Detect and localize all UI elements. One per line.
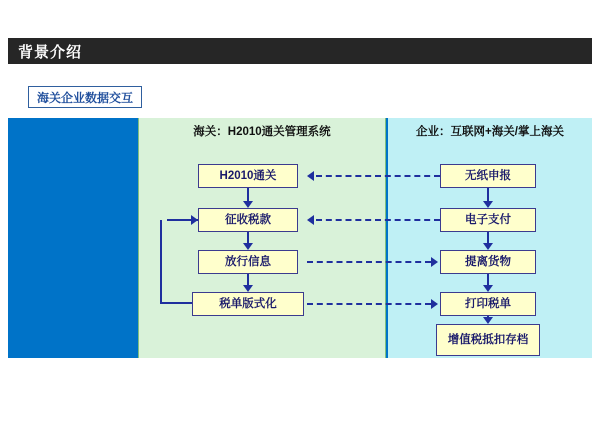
connector-loop-bottom <box>160 302 192 304</box>
arrowhead-loop-to-levy <box>191 215 198 225</box>
connector-release-to-billformat <box>247 274 249 285</box>
connector-pickup-to-print <box>487 274 489 285</box>
node-vat-deduction-archive-label: 增值税抵扣存档 <box>447 333 529 346</box>
node-h2010-clearance-label: H2010通关 <box>219 169 277 182</box>
node-levy-tax-label: 征收税款 <box>225 213 271 226</box>
arrowhead-levy-to-release <box>243 243 253 250</box>
subheading-chip <box>28 86 142 108</box>
node-release-info-label: 放行信息 <box>225 255 271 268</box>
slide-title-bar <box>8 38 592 64</box>
arrowhead-release-to-pickup <box>431 257 438 267</box>
connector-levy-to-release <box>247 232 249 243</box>
connector-paperless-to-epay <box>487 188 489 201</box>
arrowhead-epay-to-levy <box>307 215 314 225</box>
node-print-tax-bill-label: 打印税单 <box>465 297 511 310</box>
panel-customs-header-label: 海关：H2010通关管理系统 <box>193 126 331 138</box>
node-paperless-declaration[interactable] <box>440 164 536 188</box>
page-title: 背景介绍 <box>18 43 83 61</box>
panel-customs <box>138 118 386 358</box>
link-release-to-pickup <box>307 261 431 263</box>
node-levy-tax[interactable] <box>198 208 298 232</box>
node-pickup-goods-label: 提离货物 <box>465 255 511 268</box>
panel-enterprise-header-label: 企业：互联网+海关/掌上海关 <box>416 126 564 138</box>
node-bill-formatting[interactable] <box>192 292 304 316</box>
arrowhead-billformat-to-print <box>431 299 438 309</box>
arrowhead-release-to-billformat <box>243 285 253 292</box>
node-pickup-goods[interactable] <box>440 250 536 274</box>
arrowhead-pickup-to-print <box>483 285 493 292</box>
node-electronic-payment-label: 电子支付 <box>465 213 511 226</box>
panel-enterprise-header <box>388 118 592 144</box>
node-bill-formatting-label: 税单版式化 <box>219 297 277 310</box>
connector-epay-to-pickup <box>487 232 489 243</box>
link-billformat-to-print <box>307 303 431 305</box>
arrowhead-paperless-to-h2010 <box>307 171 314 181</box>
connector-h2010-to-levy <box>247 188 249 201</box>
arrowhead-paperless-to-epay <box>483 201 493 208</box>
node-h2010-clearance[interactable] <box>198 164 298 188</box>
node-release-info[interactable] <box>198 250 298 274</box>
subheading-label: 海关企业数据交互 <box>37 90 134 105</box>
panel-customs-header <box>139 118 385 144</box>
link-epay-to-levy <box>316 219 440 221</box>
node-electronic-payment[interactable] <box>440 208 536 232</box>
arrowhead-h2010-to-levy <box>243 201 253 208</box>
diagram-canvas <box>8 118 592 358</box>
node-paperless-declaration-label: 无纸申报 <box>465 169 511 182</box>
arrowhead-print-to-vat <box>483 317 493 324</box>
node-print-tax-bill[interactable] <box>440 292 536 316</box>
connector-loop-vertical <box>160 220 162 304</box>
arrowhead-epay-to-pickup <box>483 243 493 250</box>
link-paperless-to-h2010 <box>316 175 440 177</box>
node-vat-deduction-archive[interactable] <box>436 324 540 356</box>
